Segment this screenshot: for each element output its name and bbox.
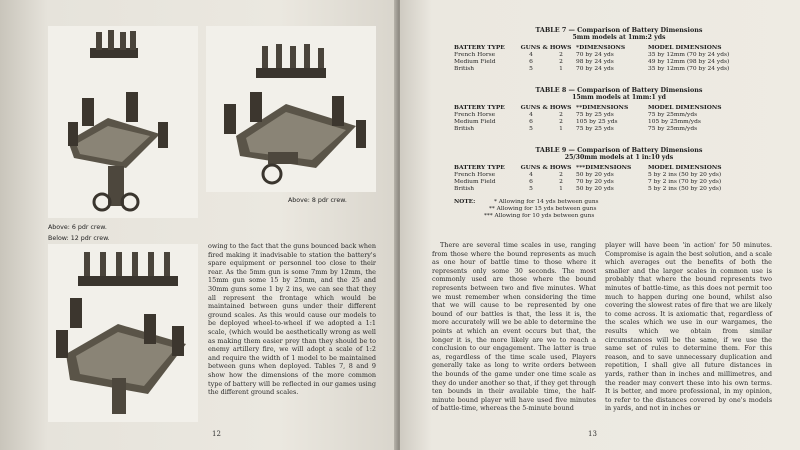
cell: British (454, 185, 475, 192)
cell: 6 (529, 58, 533, 65)
table-title: TABLE 7 — Comparison of Battery Dimensions (535, 26, 703, 34)
table-subtitle: 15mm models at 1mm:1 yd (572, 94, 666, 101)
note-item: *** Allowing for 10 yds between guns (484, 213, 595, 219)
cell: 2 (559, 178, 563, 185)
cell: 2 (559, 111, 563, 118)
cell: French Horse (454, 171, 496, 178)
table-subtitle: 5mm models at 1mm:2 yds (572, 34, 666, 41)
cell: 35 by 12mm (70 by 24 yds) (648, 51, 730, 58)
cell: 70 by 24 yds (576, 51, 614, 58)
cell: 75 by 25 yds (576, 125, 614, 132)
cell: 1 (559, 65, 563, 72)
cell: British (454, 125, 475, 132)
body-text-right-col1 (432, 241, 596, 414)
table-notes (454, 199, 784, 220)
paragraph: player will have been 'in action' for 50 minutes. Compromise is again the best solution, and a scale which averages out the benefits of both the smaller and the larger scales in common use is probably that where the bound represents two minutes of battle-time, as this does not permit too much to happen during one bound, whilst also covering the slowest rates of fire that we are likely to come across. It is axiomatic that, regardless of the scales which we use in our wargames, the results which we obtain from similar circumstances will be the same, if we use the same set of rules to determine them. For this reason, and to save unnecessary duplication and repetition, I shall give all future distances in yards, rather than in inches and millimetres, and the reader may convert these into his own terms. It is better, and more professional, in my opinion, to refer to the distances covered by one's models in yards, and not in inches or (605, 241, 772, 413)
header-cell: MODEL DIMENSIONS (648, 164, 722, 171)
cell: 70 by 24 yds (576, 65, 614, 72)
header-cell: GUNS & HOWS (520, 164, 572, 171)
table-row (454, 172, 784, 179)
cell: 2 (559, 118, 563, 125)
note-label: NOTE: (454, 199, 476, 205)
table-row (454, 179, 784, 186)
header-cell: BATTERY TYPE (454, 44, 505, 51)
photo-12pdr-crew (48, 244, 198, 422)
cell: 98 by 24 yds (576, 58, 614, 65)
cell: 50 by 20 yds (576, 185, 614, 192)
cell: 70 by 20 yds (576, 178, 614, 185)
left-page (0, 0, 398, 450)
cell: 1 (559, 185, 563, 192)
cell: 2 (559, 171, 563, 178)
header-cell: **DIMENSIONS (576, 104, 629, 111)
table-subtitle: 25/30mm models at 1 in:10 yds (564, 154, 674, 161)
note-item: * Allowing for 14 yds between guns (494, 199, 599, 205)
cell: 6 (529, 118, 533, 125)
cell: 5 (529, 65, 533, 72)
table-row (454, 59, 784, 66)
cell: 5 (529, 185, 533, 192)
cell: British (454, 65, 475, 72)
table-header-row (454, 45, 784, 52)
paragraph: There are several time scales in use, ranging from those where the bound represents as much as one hour of battle time to those where it represents only some 30 seconds. The most commonly used are those where the bound represents between two and five minutes. What we must remember when considering the time that we will cause to be represented by one bound of our battles is that, the less it is, the more accurately will we be able to determine the points at which an event occurs but that, the longer it is, the more likely are we to reach a conclusion to our engagement. The latter is true as, regardless of the time scale used, Players generally take as long to write orders between the bounds of the game under one time scale as they do under another so that, if they get through ten bounds in their available time, the half-minute bound player will have used five minutes of battle-time, whereas the 5-minute bound (432, 241, 596, 413)
cell: 4 (529, 111, 533, 118)
cell: 2 (559, 58, 563, 65)
caption-12pdr: Below: 12 pdr crew. (48, 235, 110, 242)
cell: 7 by 2 ins (70 by 20 yds) (648, 178, 722, 185)
cell: 75 by 25mm/yds (648, 125, 698, 132)
paragraph: owing to the fact that the guns bounced back when fired making it inadvisable to station the battery's spare equipment or personnel too close to their rear. As the 5mm gun is some 7mm by 12mm, the 15mm gun some 15 by 25mm, and the 25 and 30mm guns some 1 by 2 ins, we can see that they all represent the frontage which would be maintained between guns under their different ground scales. As this would cause our models to be deployed wheel-to-wheel if we adopted a 1:1 scale, (which would be aesthetically wrong as well as making them easier prey than they should be to enemy artillery fire, we will adopt a scale of 1:2 and require the width of 1 model to be maintained between guns when deployed. Tables 7, 8 and 9 show how the dimensions of the more common type of battery will be reflected in our games using the different ground scales. (208, 242, 376, 397)
cell: 49 by 12mm (98 by 24 yds) (648, 58, 730, 65)
header-cell: GUNS & HOWS (520, 104, 572, 111)
table-7 (454, 26, 784, 73)
table-header-row (454, 165, 784, 172)
table-title: TABLE 8 — Comparison of Battery Dimensions (535, 86, 703, 94)
cell: 5 by 2 ins (50 by 20 yds) (648, 185, 722, 192)
cell: French Horse (454, 51, 496, 58)
cell: 75 by 25 yds (576, 111, 614, 118)
cell: 4 (529, 51, 533, 58)
cell: 105 by 25 yds (576, 118, 618, 125)
caption-8pdr: Above: 8 pdr crew. (288, 197, 347, 204)
cell: Medium Field (454, 118, 496, 125)
cell: 75 by 25mm/yds (648, 111, 698, 118)
header-cell: *DIMENSIONS (576, 44, 626, 51)
cell: 35 by 12mm (70 by 24 yds) (648, 65, 730, 72)
header-cell: ***DIMENSIONS (576, 164, 632, 171)
table-title: TABLE 9 — Comparison of Battery Dimensions (535, 146, 703, 154)
body-text-left (208, 242, 376, 398)
cell: 6 (529, 178, 533, 185)
header-cell: BATTERY TYPE (454, 164, 505, 171)
cell: 5 by 2 ins (50 by 20 yds) (648, 171, 722, 178)
table-row (454, 119, 784, 126)
table-8 (454, 86, 784, 133)
cell: 4 (529, 171, 533, 178)
header-cell: MODEL DIMENSIONS (648, 104, 722, 111)
note-item: ** Allowing for 15 yds between guns (489, 206, 597, 212)
header-cell: GUNS & HOWS (520, 44, 572, 51)
cell: 1 (559, 125, 563, 132)
caption-6pdr: Above: 6 pdr crew. (48, 224, 107, 231)
cell: French Horse (454, 111, 496, 118)
cell: 5 (529, 125, 533, 132)
photo-8pdr-crew (206, 26, 376, 192)
table-row (454, 52, 784, 59)
body-text-right-col2 (605, 241, 772, 414)
table-row (454, 112, 784, 119)
cell: Medium Field (454, 58, 496, 65)
table-row (454, 186, 784, 193)
table-9 (454, 146, 784, 193)
cell: 2 (559, 51, 563, 58)
table-row (454, 66, 784, 73)
table-header-row (454, 105, 784, 112)
page-number-left: 12 (212, 430, 221, 438)
cell: 105 by 25mm/yds (648, 118, 701, 125)
header-cell: MODEL DIMENSIONS (648, 44, 722, 51)
page-number-right: 13 (588, 430, 597, 438)
cell: Medium Field (454, 178, 496, 185)
table-row (454, 126, 784, 133)
header-cell: BATTERY TYPE (454, 104, 505, 111)
cell: 50 by 20 yds (576, 171, 614, 178)
photo-6pdr-crew (48, 26, 198, 218)
